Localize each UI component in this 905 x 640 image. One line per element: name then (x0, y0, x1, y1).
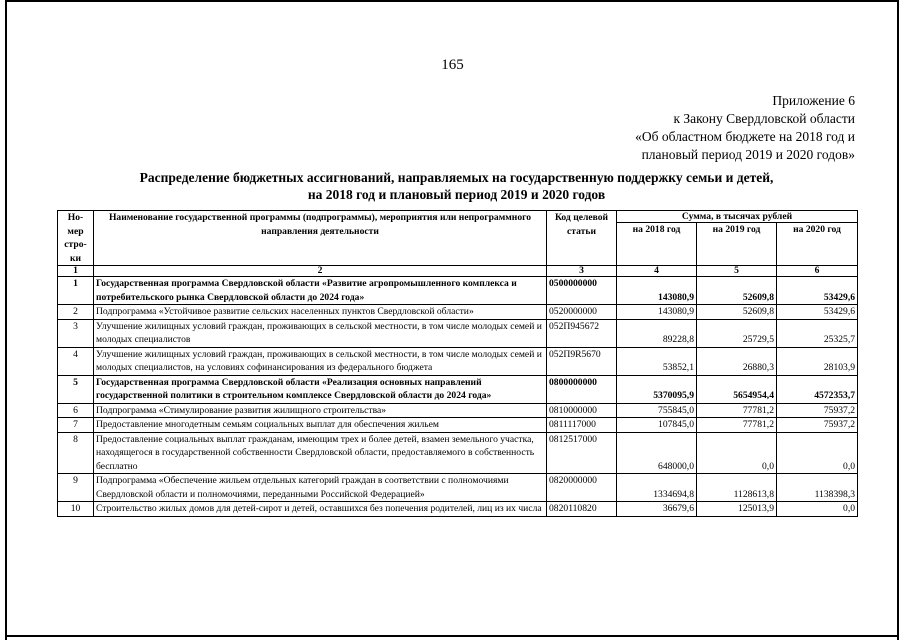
header-sum: Сумма, в тысячах рублей (617, 211, 858, 223)
row-amount-2019: 26880,3 (697, 347, 777, 375)
row-amount-2019: 125013,9 (697, 502, 777, 517)
row-code: 0820000000 (547, 474, 617, 502)
row-amount-2019: 25729,5 (697, 319, 777, 347)
header-2018: на 2018 год (617, 223, 697, 266)
row-name: Предоставление социальных выплат гражданам, имеющим трех и более детей, взамен земельного участка, находящегося в государственной собственности Свердловской области, предоставляемого в собственность бесплатно (94, 432, 547, 474)
row-amount-2020: 53429,6 (777, 305, 858, 320)
row-name: Подпрограмма «Обеспечение жильем отдельных категорий граждан в соответствии с полномочиями Свердловской области и полномочиями, переданными Российской Федерацией» (94, 474, 547, 502)
header-number: Но-мер стро-ки (58, 211, 94, 266)
appendix-line-3: «Об областном бюджете на 2018 год и (635, 129, 855, 144)
row-amount-2020: 4572353,7 (777, 375, 858, 403)
table-row (58, 319, 858, 347)
row-number: 7 (58, 418, 94, 433)
row-name: Подпрограмма «Стимулирование развития жилищного строительства» (94, 403, 547, 418)
row-code: 0800000000 (547, 375, 617, 403)
row-code: 0812517000 (547, 432, 617, 474)
row-amount-2020: 53429,6 (777, 277, 858, 305)
column-index: 5 (697, 266, 777, 277)
row-amount-2019: 0,0 (697, 432, 777, 474)
appendix-header (635, 92, 855, 164)
scan-border-bottom (5, 635, 899, 637)
row-code: 0811117000 (547, 418, 617, 433)
row-number: 6 (58, 403, 94, 418)
row-amount-2019: 5654954,4 (697, 375, 777, 403)
row-name: Государственная программа Свердловской области «Развитие агропромышленного комплекса и потребительского рынка Свердловской области до 2024 года» (94, 277, 547, 305)
row-name: Улучшение жилищных условий граждан, проживающих в сельской местности, в том числе молодых семей и молодых специалистов (94, 319, 547, 347)
row-amount-2018: 5370095,9 (617, 375, 697, 403)
table-row (58, 502, 858, 517)
row-amount-2020: 0,0 (777, 432, 858, 474)
title-line-1: Распределение бюджетных ассигнований, направляемых на государственную поддержку семьи и детей, (139, 170, 774, 185)
row-code: 0520000000 (547, 305, 617, 320)
row-code: 052П945672 (547, 319, 617, 347)
column-index: 1 (58, 266, 94, 277)
table-row (58, 375, 858, 403)
row-amount-2020: 1138398,3 (777, 474, 858, 502)
scan-border-left (5, 0, 7, 640)
row-amount-2018: 107845,0 (617, 418, 697, 433)
row-number: 3 (58, 319, 94, 347)
column-index: 2 (94, 266, 547, 277)
row-number: 2 (58, 305, 94, 320)
header-2020: на 2020 год (777, 223, 858, 266)
table-row (58, 418, 858, 433)
table-row (58, 277, 858, 305)
header-name: Наименование государственной программы (подпрограммы), мероприятия или непрограммного направления деятельности (94, 211, 547, 266)
title-line-2: на 2018 год и плановый период 2019 и 2020 годов (307, 187, 606, 202)
row-amount-2019: 77781,2 (697, 418, 777, 433)
header-code: Код целевой статьи (547, 211, 617, 266)
row-name: Предоставление многодетным семьям социальных выплат для обеспечения жильем (94, 418, 547, 433)
row-name: Государственная программа Свердловской области «Реализация основных направлений государственной политики в строительном комплексе Свердловской области до 2024 года» (94, 375, 547, 403)
table-row (58, 474, 858, 502)
row-amount-2019: 1128613,8 (697, 474, 777, 502)
row-code: 0810000000 (547, 403, 617, 418)
row-code: 0500000000 (547, 277, 617, 305)
row-amount-2018: 648000,0 (617, 432, 697, 474)
page-number: 165 (441, 57, 464, 73)
table-row (58, 403, 858, 418)
row-name: Улучшение жилищных условий граждан, проживающих в сельской местности, в том числе молодых семей и молодых специалистов, на условиях софинансирования из федерального бюджета (94, 347, 547, 375)
row-amount-2020: 0,0 (777, 502, 858, 517)
scan-border-right (897, 0, 899, 640)
row-amount-2019: 52609,8 (697, 305, 777, 320)
table-row (58, 347, 858, 375)
appendix-line-4: плановый период 2019 и 2020 годов» (641, 147, 855, 162)
row-amount-2020: 25325,7 (777, 319, 858, 347)
row-amount-2018: 143080,9 (617, 305, 697, 320)
row-amount-2018: 36679,6 (617, 502, 697, 517)
row-number: 5 (58, 375, 94, 403)
row-number: 10 (58, 502, 94, 517)
column-index-row (58, 266, 858, 277)
row-amount-2020: 75937,2 (777, 403, 858, 418)
row-amount-2019: 52609,8 (697, 277, 777, 305)
row-amount-2018: 53852,1 (617, 347, 697, 375)
row-amount-2018: 89228,8 (617, 319, 697, 347)
table-row (58, 305, 858, 320)
row-number: 9 (58, 474, 94, 502)
row-amount-2018: 755845,0 (617, 403, 697, 418)
appendix-line-1: Приложение 6 (772, 93, 855, 108)
row-amount-2019: 77781,2 (697, 403, 777, 418)
row-amount-2018: 1334694,8 (617, 474, 697, 502)
row-name: Подпрограмма «Устойчивое развитие сельских населенных пунктов Свердловской области» (94, 305, 547, 320)
row-amount-2020: 28103,9 (777, 347, 858, 375)
row-amount-2018: 143080,9 (617, 277, 697, 305)
scan-border-top (5, 0, 899, 2)
column-index: 4 (617, 266, 697, 277)
row-number: 4 (58, 347, 94, 375)
row-amount-2020: 75937,2 (777, 418, 858, 433)
table-row (58, 432, 858, 474)
appendix-line-2: к Закону Свердловской области (673, 111, 855, 126)
budget-table (57, 210, 858, 517)
document-title (0, 169, 905, 203)
header-2019: на 2019 год (697, 223, 777, 266)
column-index: 3 (547, 266, 617, 277)
column-index: 6 (777, 266, 858, 277)
row-number: 1 (58, 277, 94, 305)
row-code: 052П9R5670 (547, 347, 617, 375)
row-name: Строительство жилых домов для детей-сирот и детей, оставшихся без попечения родителей, лиц из их числа (94, 502, 547, 517)
row-code: 0820110820 (547, 502, 617, 517)
row-number: 8 (58, 432, 94, 474)
